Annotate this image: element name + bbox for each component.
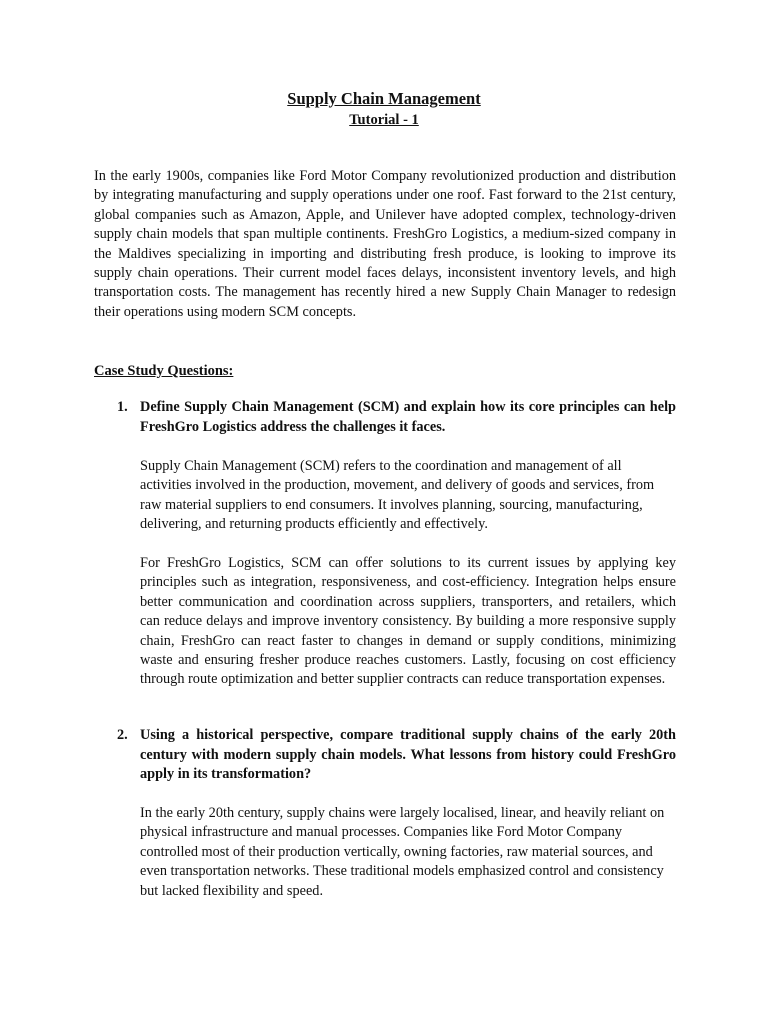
intro-paragraph: In the early 1900s, companies like Ford Motor Company revolutionized production and distribution by integrating manufacturing and supply operations under one roof. Fast forward to the 21st century, global companies such as Amazon, Apple, and Unilever have adopted complex, technology-driven supply chain models that span multiple continents. FreshGro Logistics, a medium-sized company in the Maldives specializing in importing and distributing fresh produce, is looking to improve its supply chain operations. Their current model faces delays, inconsistent inventory levels, and high transportation costs. The management has recently hired a new Supply Chain Manager to redesign their operations using modern SCM concepts. — [94, 168, 676, 320]
case-study-heading: Case Study Questions: — [94, 363, 234, 379]
question-2-answer-paragraph-1: In the early 20th century, supply chains were largely localised, linear, and heavily reliant on physical infrastructure and manual processes. Companies like Ford Motor Company controlled most of their production vertically, owning factories, raw material sources, and even transportation networks. These traditional models emphasized control and consistency but lacked flexibility and speed. — [140, 805, 665, 899]
document-subtitle: Tutorial - 1 — [349, 112, 419, 128]
question-2-text: Using a historical perspective, compare traditional supply chains of the early 20th century with modern supply chain models. What lessons from history could FreshGro apply in its transformation? — [140, 727, 676, 783]
question-1-number: 1. — [117, 399, 128, 415]
document-title: Supply Chain Management — [287, 89, 481, 108]
question-1-answer-paragraph-2: For FreshGro Logistics, SCM can offer solutions to its current issues by applying key principles such as integration, responsiveness, and cost-efficiency. Integration helps ensure better communication and coordination across suppliers, transporters, and retailers, which can reduce delays and improve inventory consistency. By building a more responsive supply chain, FreshGro can react faster to changes in demand or supply conditions, minimizing waste and ensuring fresher produce reaches customers. Lastly, focusing on cost efficiency through route optimization and better supplier contracts can reduce transportation expenses. — [140, 555, 676, 688]
question-2-number: 2. — [117, 727, 128, 743]
question-1-answer-paragraph-1: Supply Chain Management (SCM) refers to the coordination and management of all activities involved in the production, movement, and delivery of goods and services, from raw material suppliers to end consumers. It involves planning, sourcing, manufacturing, delivering, and returning products efficiently and effectively. — [140, 458, 655, 533]
question-1-text: Define Supply Chain Management (SCM) and explain how its core principles can help FreshGro Logistics address the challenges it faces. — [140, 399, 676, 435]
